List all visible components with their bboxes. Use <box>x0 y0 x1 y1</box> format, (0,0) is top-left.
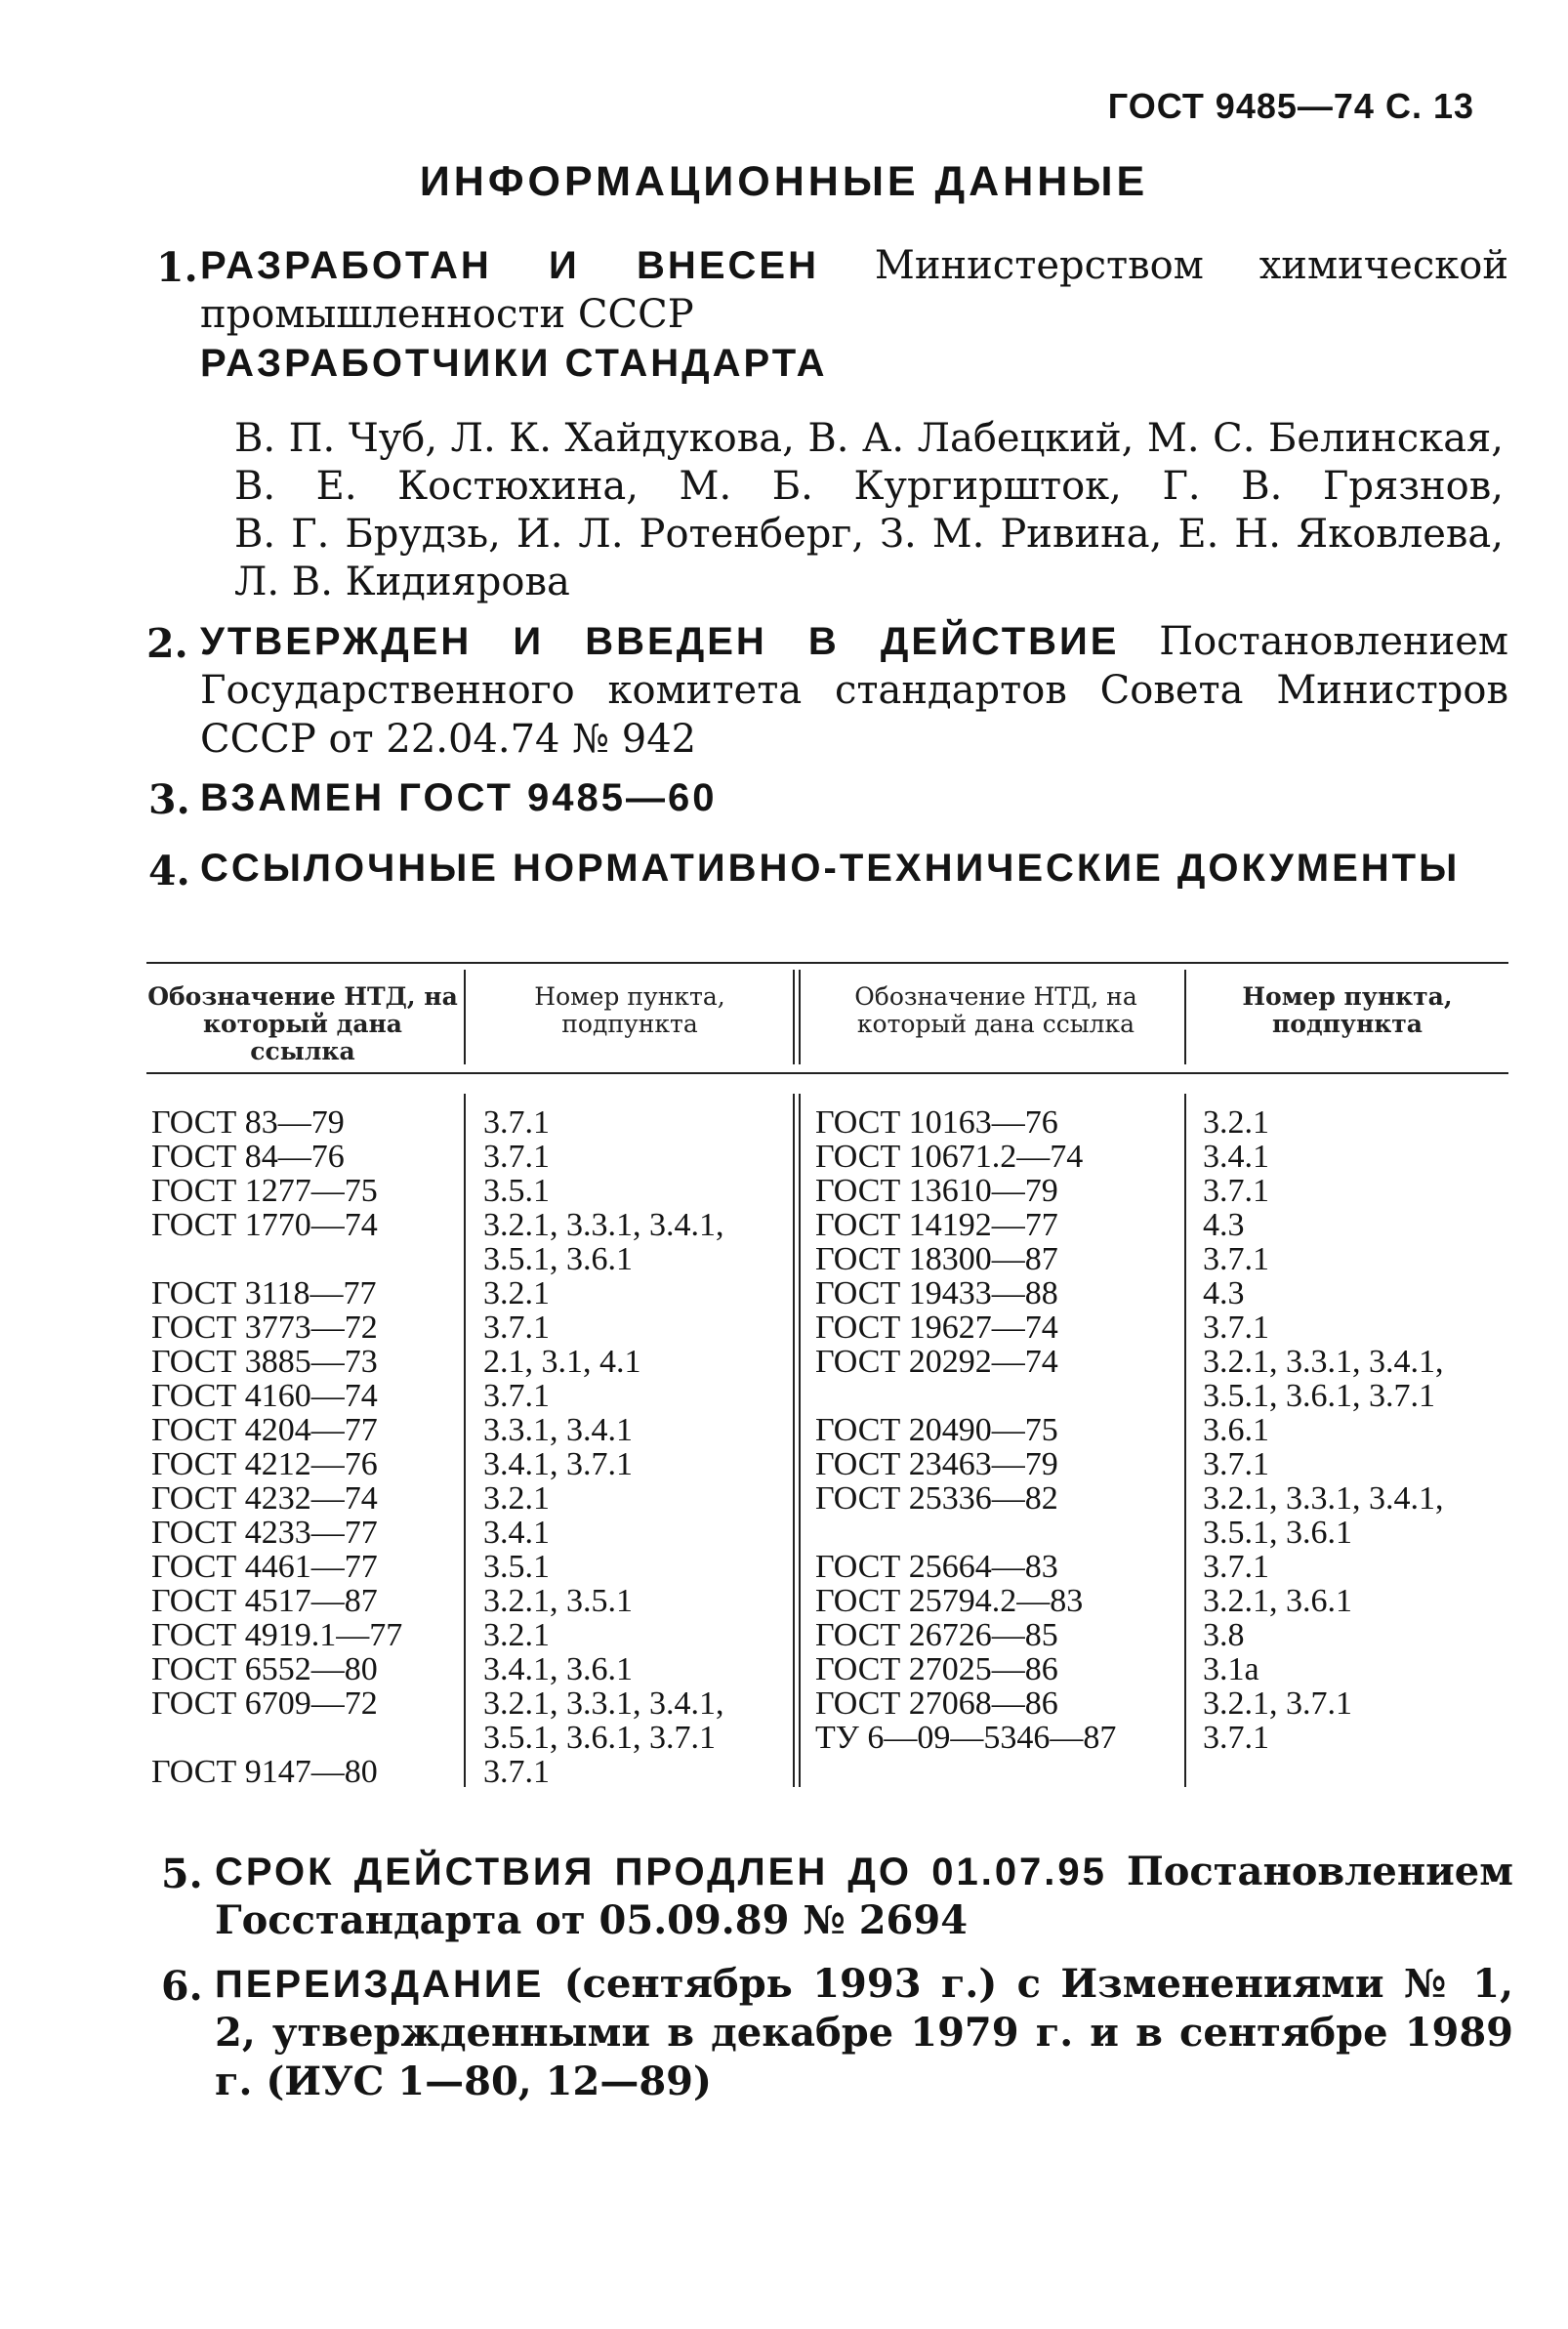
table-cell: ГОСТ 10671.2—74 <box>815 1139 1084 1175</box>
table-cell: 3.7.1 <box>483 1139 550 1175</box>
table-cell: 3.2.1 <box>483 1275 550 1311</box>
reference-table <box>146 962 1508 1802</box>
table-cell <box>815 1379 1116 1413</box>
section-2 <box>200 617 1508 764</box>
table-cell: 3.2.1, 3.6.1 <box>1203 1583 1352 1619</box>
section-6-lead: ПЕРЕИЗДАНИЕ <box>215 1963 545 2006</box>
table-cell: ГОСТ 4204—77 <box>151 1412 378 1448</box>
table-cell: ГОСТ 4160—74 <box>151 1378 378 1414</box>
table-cell: 3.7.1 <box>483 1104 550 1141</box>
table-cell: ГОСТ 9147—80 <box>151 1754 378 1790</box>
section-5-lead: СРОК ДЕЙСТВИЯ ПРОДЛЕН ДО 01.07.95 <box>215 1851 1107 1893</box>
section-5-number: 5. <box>161 1851 203 1897</box>
table-rule <box>464 970 466 1064</box>
table-cell: ГОСТ 1770—74 <box>151 1207 378 1243</box>
table-cell: 3.7.1 <box>1203 1549 1269 1585</box>
table-cell: ГОСТ 19627—74 <box>815 1310 1058 1346</box>
table-cell: 3.5.1 <box>483 1173 550 1209</box>
document-title: ИНФОРМАЦИОННЫЕ ДАННЫЕ <box>419 158 1149 205</box>
table-rule <box>799 1094 801 1787</box>
section-3-text: ВЗАМЕН ГОСТ 9485—60 <box>200 776 718 819</box>
table-cell: 3.7.1 <box>483 1378 550 1414</box>
table-cell: ГОСТ 18300—87 <box>815 1241 1058 1277</box>
developers-list <box>234 415 1504 606</box>
developers-line: В. П. Чуб, Л. К. Хайдукова, В. А. Лабецкий, М. С. Белинская, <box>234 416 1504 461</box>
table-header-rule <box>146 1072 1508 1074</box>
table-cell: 3.1а <box>1203 1651 1259 1687</box>
table-cell: 3.7.1 <box>1203 1310 1269 1346</box>
table-cell: ГОСТ 3773—72 <box>151 1310 378 1346</box>
section-4-text: ССЫЛОЧНЫЕ НОРМАТИВНО-ТЕХНИЧЕСКИЕ ДОКУМЕНТЫ <box>200 847 1461 890</box>
table-cell: ГОСТ 25794.2—83 <box>815 1583 1084 1619</box>
table-cell: ГОСТ 20490—75 <box>815 1412 1058 1448</box>
table-cell: ГОСТ 26726—85 <box>815 1617 1058 1653</box>
section-2-number: 2. <box>146 620 188 667</box>
section-1-lead: РАЗРАБОТАН И ВНЕСЕН <box>200 244 819 287</box>
table-cell: ГОСТ 27025—86 <box>815 1651 1058 1687</box>
table-cell: ГОСТ 14192—77 <box>815 1207 1058 1243</box>
table-cell: ГОСТ 27068—86 <box>815 1685 1058 1722</box>
table-cell: 3.7.1 <box>1203 1720 1269 1756</box>
table-rule <box>799 970 801 1064</box>
table-cell: 3.2.1 <box>1203 1104 1269 1141</box>
table-cell: 3.7.1 <box>1203 1446 1269 1482</box>
section-2-lead: УТВЕРЖДЕН И ВВЕДЕН В ДЕЙСТВИЕ <box>200 620 1120 663</box>
table-cell: ГОСТ 23463—79 <box>815 1446 1058 1482</box>
table-rule <box>1184 1094 1186 1787</box>
table-header-cell: Обозначение НТД, на который дана ссылка <box>147 982 458 1065</box>
table-header-cell: Обозначение НТД, на который дана ссылка <box>854 982 1137 1038</box>
table-rule <box>1184 970 1186 1064</box>
table-cell: ГОСТ 13610—79 <box>815 1173 1058 1209</box>
section-1 <box>200 241 1508 339</box>
table-cell: ГОСТ 6552—80 <box>151 1651 378 1687</box>
table-cell: ГОСТ 4517—87 <box>151 1583 378 1619</box>
developers-line: Л. В. Кидиярова <box>234 560 570 604</box>
table-cell: 2.1, 3.1, 4.1 <box>483 1344 641 1380</box>
left-doc-column <box>151 1105 402 1789</box>
table-cell: 3.2.1, 3.3.1, 3.4.1, <box>483 1685 724 1722</box>
table-cell: 3.5.1 <box>483 1549 550 1585</box>
developers-line: В. Г. Брудзь, И. Л. Ротенберг, З. М. Ривина, Е. Н. Яковлева, <box>234 512 1504 557</box>
table-cell: 3.2.1, 3.5.1 <box>483 1583 633 1619</box>
table-cell: 3.4.1, 3.7.1 <box>483 1446 633 1482</box>
table-cell: 3.5.1, 3.6.1 <box>1203 1515 1352 1551</box>
table-cell: 3.2.1 <box>483 1617 550 1653</box>
table-cell: ГОСТ 10163—76 <box>815 1104 1058 1141</box>
table-rule <box>464 1094 466 1787</box>
table-cell: ГОСТ 3118—77 <box>151 1275 377 1311</box>
table-header-cell: Номер пункта, подпункта <box>1242 982 1453 1038</box>
table-cell: ГОСТ 4919.1—77 <box>151 1617 403 1653</box>
table-cell: ГОСТ 84—76 <box>151 1139 345 1175</box>
section-6-number: 6. <box>161 1963 203 2010</box>
table-cell: ГОСТ 4233—77 <box>151 1515 378 1551</box>
table-cell: 3.4.1, 3.6.1 <box>483 1651 633 1687</box>
developers-line: В. Е. Костюхина, М. Б. Кургирштoк, Г. В. Грязнов, <box>234 464 1504 509</box>
table-cell: 3.8 <box>1203 1617 1245 1653</box>
table-cell: 3.6.1 <box>1203 1412 1269 1448</box>
table-rule <box>793 970 795 1064</box>
table-cell: 3.5.1, 3.6.1, 3.7.1 <box>1203 1378 1435 1414</box>
left-ref-column <box>483 1105 724 1789</box>
section-5 <box>215 1848 1513 1945</box>
table-cell: 3.7.1 <box>1203 1241 1269 1277</box>
table-cell: 3.5.1, 3.6.1, 3.7.1 <box>483 1720 716 1756</box>
table-cell: ГОСТ 25336—82 <box>815 1480 1058 1517</box>
right-doc-column <box>815 1105 1116 1755</box>
table-cell: ГОСТ 4212—76 <box>151 1446 378 1482</box>
table-cell: 3.2.1 <box>483 1480 550 1517</box>
table-cell: ГОСТ 20292—74 <box>815 1344 1058 1380</box>
table-header-cell: Номер пункта, подпункта <box>534 982 725 1038</box>
table-cell <box>151 1242 402 1276</box>
section-2-text: Постановлением Государственного комитета стандартов Совета Министров СССР от 22.04.74 № 942 <box>200 619 1509 762</box>
table-cell: 3.7.1 <box>1203 1173 1269 1209</box>
table-cell: 3.2.1, 3.3.1, 3.4.1, <box>1203 1480 1444 1517</box>
section-1-text: Министерством химической промышленности СССР <box>200 243 1508 337</box>
developers-heading: РАЗРАБОТЧИКИ СТАНДАРТА <box>200 342 828 385</box>
table-cell <box>815 1516 1116 1550</box>
section-3-number: 3. <box>148 776 190 823</box>
table-cell: ГОСТ 83—79 <box>151 1104 345 1141</box>
page-header: ГОСТ 9485—74 С. 13 <box>1107 86 1474 126</box>
table-cell: ГОСТ 3885—73 <box>151 1344 378 1380</box>
table-cell: ТУ 6—09—5346—87 <box>815 1720 1117 1756</box>
section-1-number: 1. <box>156 244 198 291</box>
table-cell: 3.3.1, 3.4.1 <box>483 1412 633 1448</box>
table-cell: 4.3 <box>1203 1207 1245 1243</box>
table-cell: 3.5.1, 3.6.1 <box>483 1241 633 1277</box>
section-6 <box>215 1960 1513 2106</box>
section-6-text: (сентябрь 1993 г.) с Изменениями № 1, 2, утвержденными в декабре 1979 г. и в сентябре 1989 г. (ИУС 1—80, 12—89) <box>215 1961 1513 2104</box>
table-cell: ГОСТ 6709—72 <box>151 1685 378 1722</box>
table-cell: 3.4.1 <box>483 1515 550 1551</box>
section-4-number: 4. <box>148 848 190 894</box>
table-rule <box>793 1094 795 1787</box>
table-cell: 3.7.1 <box>483 1310 550 1346</box>
table-cell: ГОСТ 1277—75 <box>151 1173 378 1209</box>
table-cell: 3.7.1 <box>483 1754 550 1790</box>
table-top-rule <box>146 962 1508 964</box>
table-cell: 3.2.1, 3.3.1, 3.4.1, <box>1203 1344 1444 1380</box>
table-cell: 4.3 <box>1203 1275 1245 1311</box>
table-cell: ГОСТ 25664—83 <box>815 1549 1058 1585</box>
right-ref-column <box>1203 1105 1444 1755</box>
table-cell: 3.4.1 <box>1203 1139 1269 1175</box>
section-5-text: Постановлением Госстандарта от 05.09.89 № 2694 <box>215 1849 1513 1943</box>
table-cell: 3.2.1, 3.3.1, 3.4.1, <box>483 1207 724 1243</box>
table-cell <box>151 1721 402 1755</box>
table-cell: ГОСТ 4232—74 <box>151 1480 378 1517</box>
table-cell: ГОСТ 4461—77 <box>151 1549 378 1585</box>
table-cell: 3.2.1, 3.7.1 <box>1203 1685 1352 1722</box>
table-cell: ГОСТ 19433—88 <box>815 1275 1058 1311</box>
